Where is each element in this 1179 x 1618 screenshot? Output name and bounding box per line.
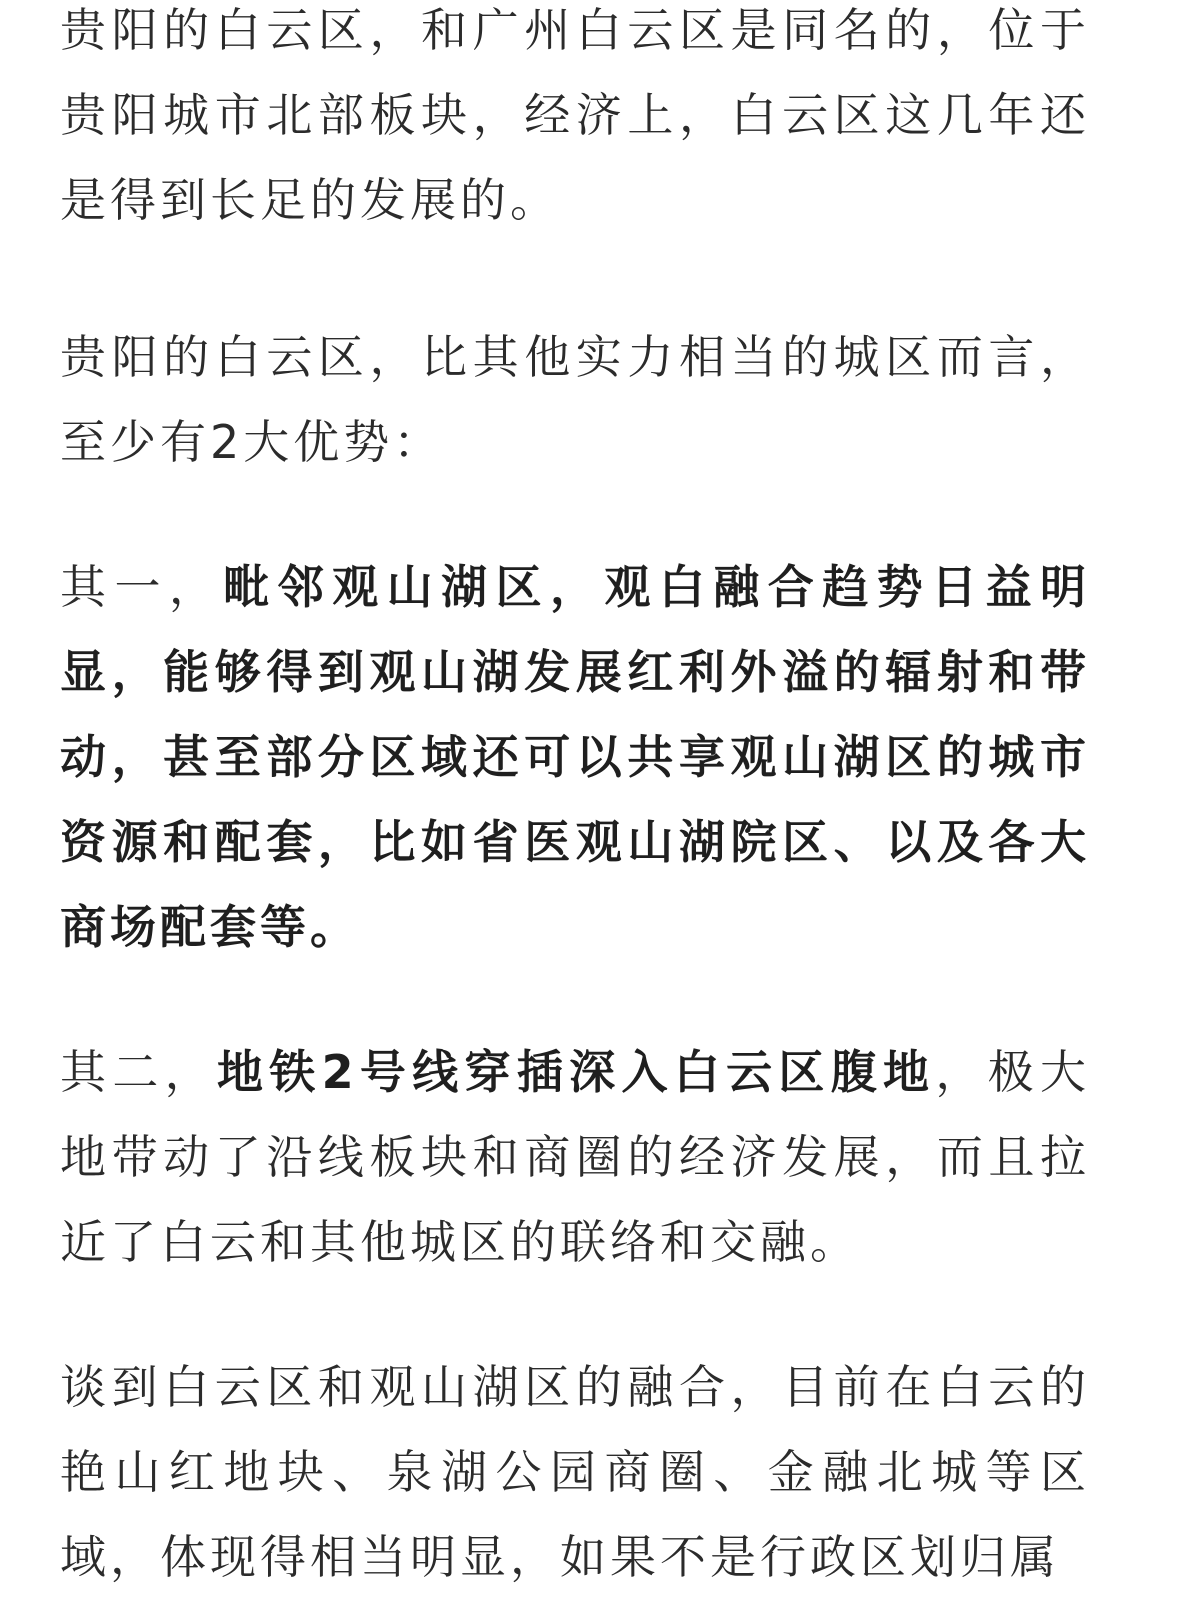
paragraph-advantage-two [60, 1030, 1090, 1285]
paragraph-advantages-lead [60, 315, 1090, 485]
paragraph-lead-in: 其一， [60, 560, 224, 614]
paragraph-intro [60, 0, 1090, 243]
paragraph-integration [60, 1345, 1090, 1600]
paragraph-emphasis: 毗邻观山湖区，观白融合趋势日益明显，能够得到观山湖发展红利外溢的辐射和带动，甚至部分区域还可以共享观山湖区的城市资源和配套，比如省医观山湖院区、以及各大商场配套等。 [60, 560, 1091, 954]
paragraph-emphasis: 地铁2号线穿插深入白云区腹地 [216, 1045, 936, 1099]
paragraph-lead-in: 其二， [60, 1045, 217, 1099]
paragraph-text: 贵阳的白云区，和广州白云区是同名的，位于贵阳城市北部板块，经济上，白云区这几年还是得到长足的发展的。 [60, 3, 1090, 227]
article-body [60, 0, 1090, 1600]
paragraph-text: 贵阳的白云区，比其他实力相当的城区而言，至少有2大优势： [60, 330, 1090, 469]
paragraph-text: 谈到白云区和观山湖区的融合，目前在白云的艳山红地块、泉湖公园商圈、金融北城等区域，体现得相当明显，如果不是行政区划归属 [60, 1360, 1090, 1584]
paragraph-advantage-one [60, 545, 1090, 970]
paragraph-text: ，极大地带动了沿线板块和商圈的经济发展，而且拉近了白云和其他城区的联络和交融。 [60, 1045, 1091, 1269]
